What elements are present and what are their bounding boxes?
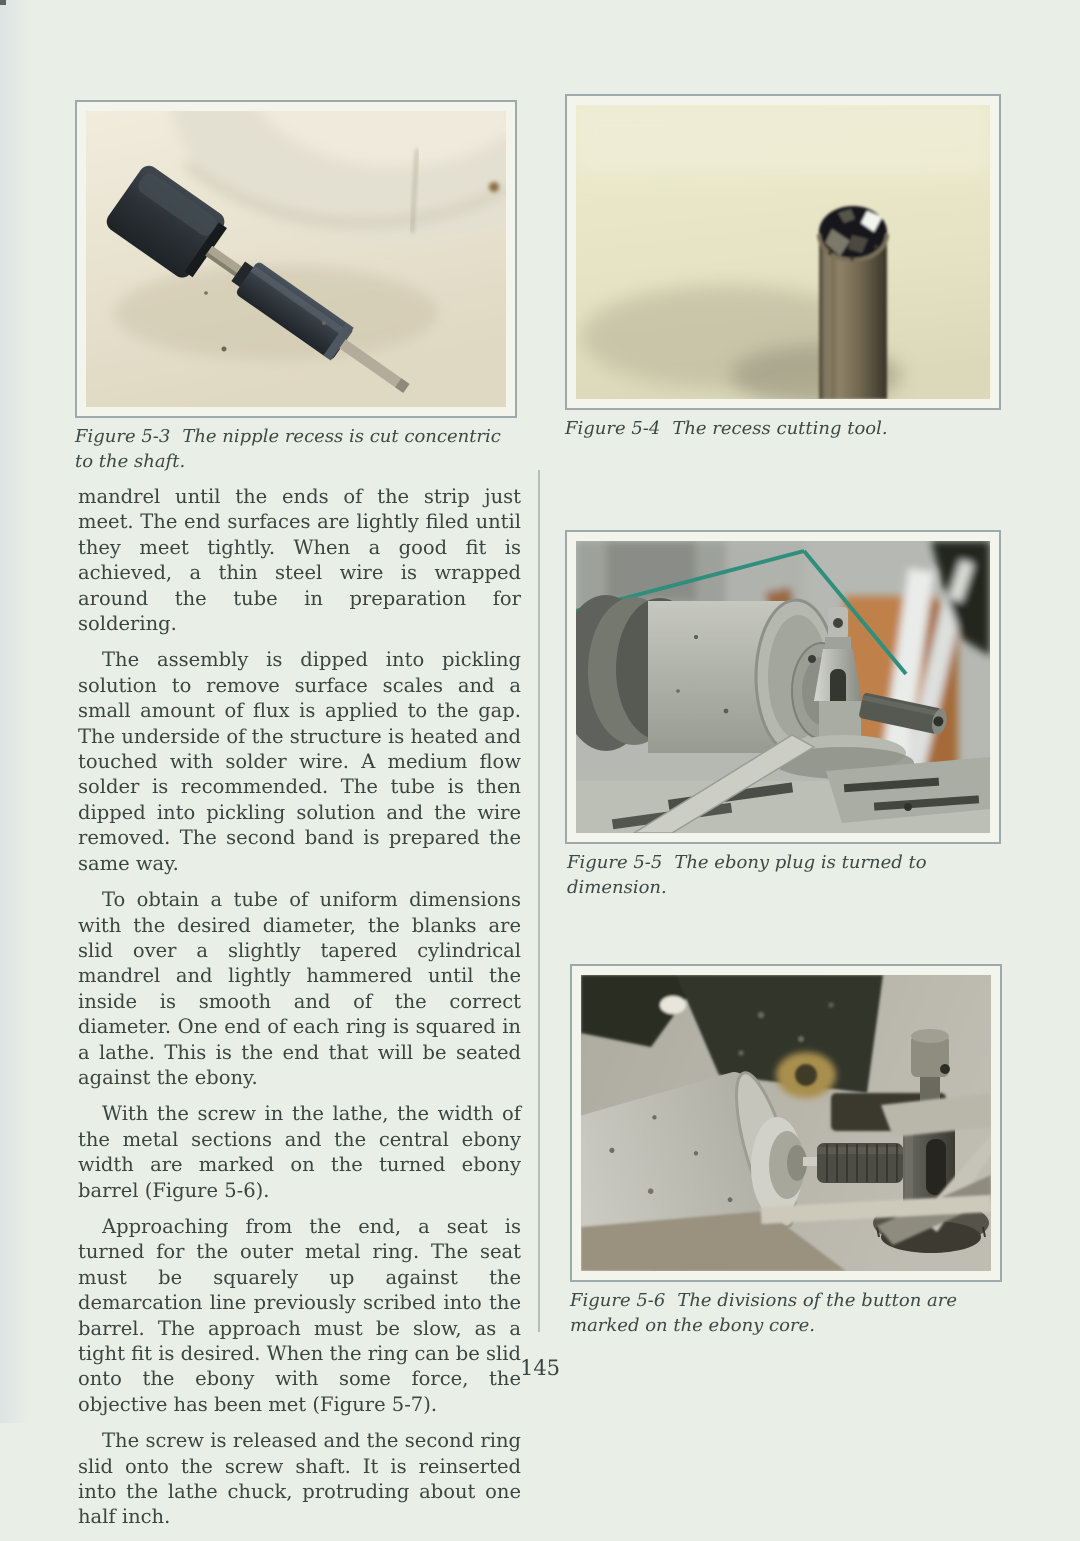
column-divider-rule — [538, 470, 540, 1332]
body-text-column — [78, 484, 521, 1541]
recess-cutting-tool — [819, 206, 887, 399]
figure-5-3-photo — [86, 111, 506, 407]
figure-5-3-label: Figure 5-3 — [75, 426, 171, 447]
figure-5-5-caption — [567, 850, 1003, 900]
lathe-headstock — [576, 595, 852, 754]
paragraph: The assembly is dipped into pickling solution to remove surface scales and a small amount of flux is applied to the gap. The underside of the structure is heated and touched with solder wire. A medium flow solder is recommended. The tube is then dipped into pickling solution and the wire removed. The second band is prepared the same way. — [78, 648, 521, 875]
figure-5-5-photo — [576, 541, 990, 833]
paragraph: mandrel until the ends of the strip just meet. The end surfaces are lightly filed until they meet tightly. When a good fit is achieved, a thin steel wire is wrapped around the tube in preparation for soldering. — [78, 485, 521, 636]
figure-5-6-frame — [570, 964, 1002, 1282]
figure-5-6-photo — [581, 975, 991, 1271]
paragraph: Approaching from the end, a seat is turned for the outer metal ring. The seat must be squarely up against the demarcation line previously scribed into the barrel. The approach must be slow, as a tight fit is desired. When the ring can be slid onto the ebony with some force, the objective has been met (Figure 5-7). — [78, 1214, 521, 1416]
figure-5-4-caption — [565, 416, 1001, 441]
paragraph: To obtain a tube of uniform dimensions with the desired diameter, the blanks are slid over a slightly tapered cylindrical mandrel and lightly hammered until the inside is smooth and of the correct diameter. One end of each ring is squared in a lathe. This is the end that will be seated against the ebony. — [78, 888, 521, 1089]
figure-5-4-frame — [565, 94, 1001, 410]
page-edge-shading — [0, 0, 30, 1423]
figure-5-4-label: Figure 5-4 — [565, 418, 661, 439]
scan-corner-mark — [0, 0, 6, 5]
paragraph: With the screw in the lathe, the width of the metal sections and the central ebony width are marked on the turned ebony barrel (Figure 5-6). — [78, 1102, 521, 1202]
figure-5-3-frame — [75, 100, 517, 418]
figure-5-3-caption — [75, 424, 522, 474]
figure-5-6-caption — [570, 1288, 1004, 1338]
figure-5-4-photo — [576, 105, 990, 399]
paragraph: The screw is released and the second ring slid onto the screw shaft. It is reinserted into the lathe chuck, protruding about one half inch. — [78, 1429, 521, 1529]
figure-5-5-frame — [565, 530, 1001, 844]
figure-5-5-text: The ebony plug is turned to dimension. — [567, 852, 927, 898]
figure-5-6-text: The divisions of the button are marked on the ebony core. — [570, 1290, 958, 1336]
page-number: 145 — [519, 1356, 561, 1380]
figure-5-6-label: Figure 5-6 — [570, 1290, 666, 1311]
figure-5-3-text: The nipple recess is cut concentric to the shaft. — [75, 426, 501, 472]
figure-5-4-text: The recess cutting tool. — [672, 418, 888, 439]
figure-5-5-label: Figure 5-5 — [567, 852, 663, 873]
